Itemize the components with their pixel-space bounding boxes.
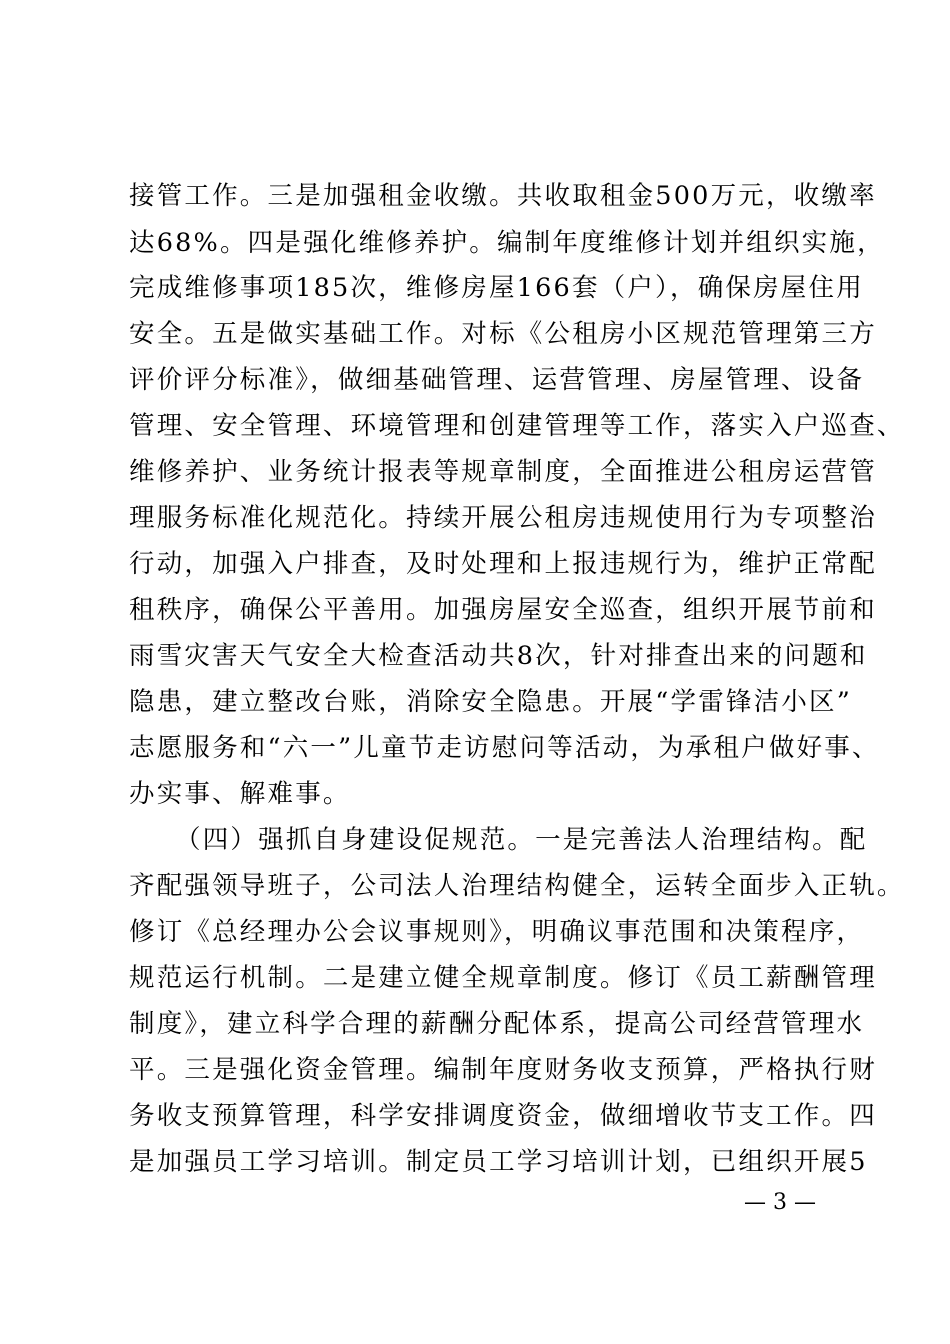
body-text-line: 评价评分标准》，做细基础管理、运营管理、房屋管理、设备 xyxy=(129,365,865,395)
body-text-line: 规范运行机制。二是建立健全规章制度。修订《员工薪酬管理 xyxy=(129,963,877,993)
body-text-line: 隐患，建立整改台账，消除安全隐患。开展“学雷锋洁小区” xyxy=(129,687,852,717)
body-text-line: 维修养护、业务统计报表等规章制度，全面推进公租房运营管 xyxy=(129,457,877,487)
section-heading-line: （四）强抓自身建设促规范。一是完善法人治理结构。配 xyxy=(175,825,868,855)
body-text-line: 接管工作。三是加强租金收缴。共收取租金500万元，收缴率 xyxy=(129,181,877,211)
body-text-line: 理服务标准化规范化。持续开展公租房违规使用行为专项整治 xyxy=(129,503,877,533)
body-text-line: 行动，加强入户排查，及时处理和上报违规行为，维护正常配 xyxy=(129,549,877,579)
body-text-line: 办实事、解难事。 xyxy=(129,779,351,809)
body-text-line: 修订《总经理办公会议事规则》，明确议事范围和决策程序， xyxy=(129,917,865,947)
body-text-line: 务收支预算管理，科学安排调度资金，做细增收节支工作。四 xyxy=(129,1101,877,1131)
body-text-line: 安全。五是做实基础工作。对标《公租房小区规范管理第三方 xyxy=(129,319,877,349)
page-number: — 3 — xyxy=(744,1190,816,1215)
body-text-line: 是加强员工学习培训。制定员工学习培训计划，已组织开展5 xyxy=(129,1147,868,1177)
body-text-line: 达68%。四是强化维修养护。编制年度维修计划并组织实施， xyxy=(129,228,885,258)
body-text-line: 完成维修事项185次，维修房屋166套（户），确保房屋住用 xyxy=(129,273,864,303)
body-text-line: 平。三是强化资金管理。编制年度财务收支预算，严格执行财 xyxy=(129,1055,877,1085)
body-text-line: 雨雪灾害天气安全大检查活动共8次，针对排查出来的问题和 xyxy=(129,641,868,671)
body-text-line: 管理、安全管理、环境管理和创建管理等工作，落实入户巡查、 xyxy=(129,411,905,441)
body-text-line: 志愿服务和“六一”儿童节走访慰问等活动，为承租户做好事、 xyxy=(129,733,880,763)
body-text-line: 制度》，建立科学合理的薪酬分配体系，提高公司经营管理水 xyxy=(129,1009,865,1039)
body-text-line: 租秩序，确保公平善用。加强房屋安全巡查，组织开展节前和 xyxy=(129,595,877,625)
body-text-line: 齐配强领导班子，公司法人治理结构健全，运转全面步入正轨。 xyxy=(129,871,905,901)
